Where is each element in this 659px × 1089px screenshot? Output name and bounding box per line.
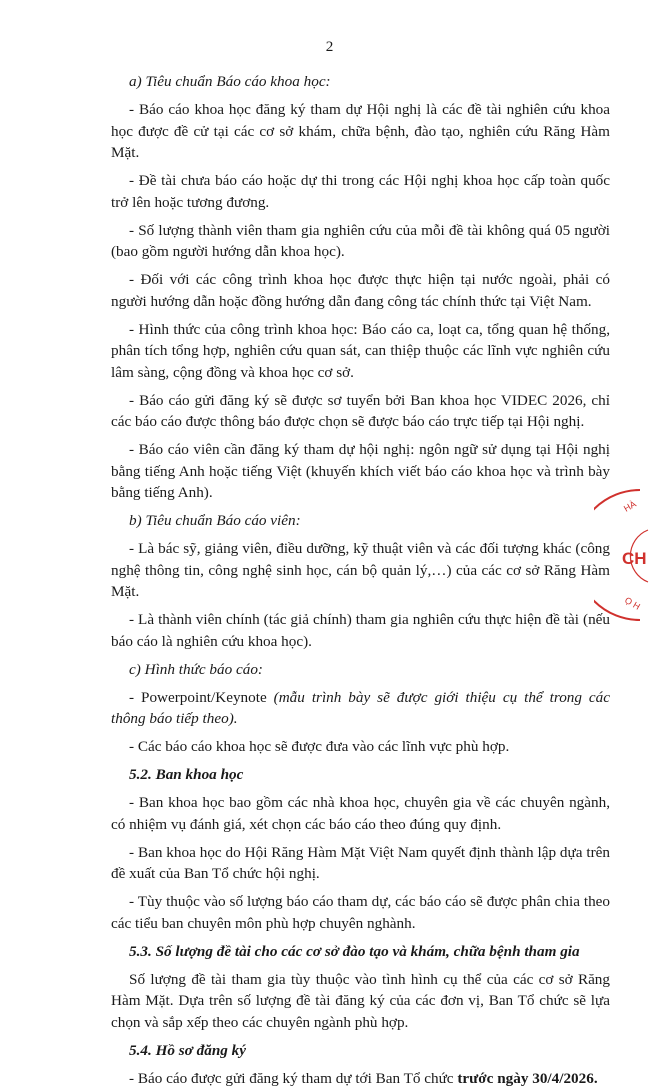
- red-seal-stamp: [594, 470, 659, 640]
- paragraph: c) Hình thức báo cáo:: [111, 659, 610, 681]
- seal-fragment-bottom: Ọ H: [623, 595, 642, 612]
- paragraph: [111, 1068, 610, 1089]
- seal-fragment-top: HÀ: [622, 499, 638, 514]
- paragraph: - Đề tài chưa báo cáo hoặc dự thi trong các Hội nghị khoa học cấp toàn quốc trở lên hoặc tương đương.: [111, 170, 610, 213]
- paragraph: b) Tiêu chuẩn Báo cáo viên:: [111, 510, 610, 532]
- paragraph: - Các báo cáo khoa học sẽ được đưa vào các lĩnh vực phù hợp.: [111, 736, 610, 758]
- paragraph: - Ban khoa học do Hội Răng Hàm Mặt Việt Nam quyết định thành lập dựa trên đề xuất của Ban Tổ chức hội nghị.: [111, 842, 610, 885]
- paragraph: - Hình thức của công trình khoa học: Báo cáo ca, loạt ca, tổng quan hệ thống, phân tích tổng hợp, nghiên cứu quan sát, can thiệp thuộc các lĩnh vực nghiên cứu lâm sàng, cộng đồng và khoa học cơ sở.: [111, 319, 610, 384]
- text-run: (mẫu trình bày sẽ được giới thiệu cụ thể trong các thông báo tiếp theo).: [111, 689, 610, 728]
- paragraph: - Là thành viên chính (tác giả chính) tham gia nghiên cứu thực hiện đề tài (nếu báo cáo là nghiên cứu khoa học).: [111, 609, 610, 652]
- paragraph: - Là bác sỹ, giảng viên, điều dưỡng, kỹ thuật viên và các đối tượng khác (công nghệ thông tin, công nghệ sinh học, cán bộ quản lý,…) của các cơ sở Răng Hàm Mặt.: [111, 538, 610, 603]
- paragraph: a) Tiêu chuẩn Báo cáo khoa học:: [111, 71, 610, 93]
- paragraph: - Đối với các công trình khoa học được thực hiện tại nước ngoài, phải có người hướng dẫn hoặc đồng hướng dẫn đang công tác chính thức tại Việt Nam.: [111, 269, 610, 312]
- paragraph: - Báo cáo khoa học đăng ký tham dự Hội nghị là các đề tài nghiên cứu khoa học được đề cử tại các cơ sở khám, chữa bệnh, đào tạo, nghiên cứu Răng Hàm Mặt.: [111, 99, 610, 164]
- paragraph: 5.3. Số lượng đề tài cho các cơ sở đào tạo và khám, chữa bệnh tham gia: [111, 941, 610, 963]
- text-run: - Powerpoint/Keynote: [129, 689, 274, 706]
- paragraph: 5.4. Hồ sơ đăng ký: [111, 1040, 610, 1062]
- paragraph: Số lượng đề tài tham gia tùy thuộc vào tình hình cụ thể của các cơ sở Răng Hàm Mặt. Dựa trên số lượng đề tài đăng ký của các đơn vị, Ban Tổ chức sẽ lựa chọn và sắp xếp theo các chuyên ngành phù hợp.: [111, 969, 610, 1034]
- text-run: trước ngày 30/4/2026.: [457, 1070, 597, 1087]
- paragraph: - Số lượng thành viên tham gia nghiên cứu của mỗi đề tài không quá 05 người (bao gồm người hướng dẫn khoa học).: [111, 220, 610, 263]
- document-body: [111, 71, 610, 1089]
- paragraph: 5.2. Ban khoa học: [111, 764, 610, 786]
- paragraph: - Ban khoa học bao gồm các nhà khoa học, chuyên gia về các chuyên ngành, có nhiệm vụ đánh giá, xét chọn các báo cáo theo đúng quy định.: [111, 792, 610, 835]
- paragraph: - Tùy thuộc vào số lượng báo cáo tham dự, các báo cáo sẽ được phân chia theo các tiểu ban chuyên môn phù hợp chuyên nghành.: [111, 891, 610, 934]
- page-number: 2: [0, 36, 659, 58]
- paragraph: [111, 687, 610, 730]
- paragraph: - Báo cáo viên cần đăng ký tham dự hội nghị: ngôn ngữ sử dụng tại Hội nghị bằng tiếng Anh hoặc tiếng Việt (khuyến khích viết báo cáo khoa học và trình bày bằng tiếng Anh).: [111, 439, 610, 504]
- seal-text: CH: [622, 549, 647, 568]
- text-run: - Báo cáo được gửi đăng ký tham dự tới Ban Tổ chức: [129, 1070, 457, 1087]
- paragraph: - Báo cáo gửi đăng ký sẽ được sơ tuyển bởi Ban khoa học VIDEC 2026, chỉ các báo cáo được thông báo được chọn sẽ được báo cáo trực tiếp tại Hội nghị.: [111, 390, 610, 433]
